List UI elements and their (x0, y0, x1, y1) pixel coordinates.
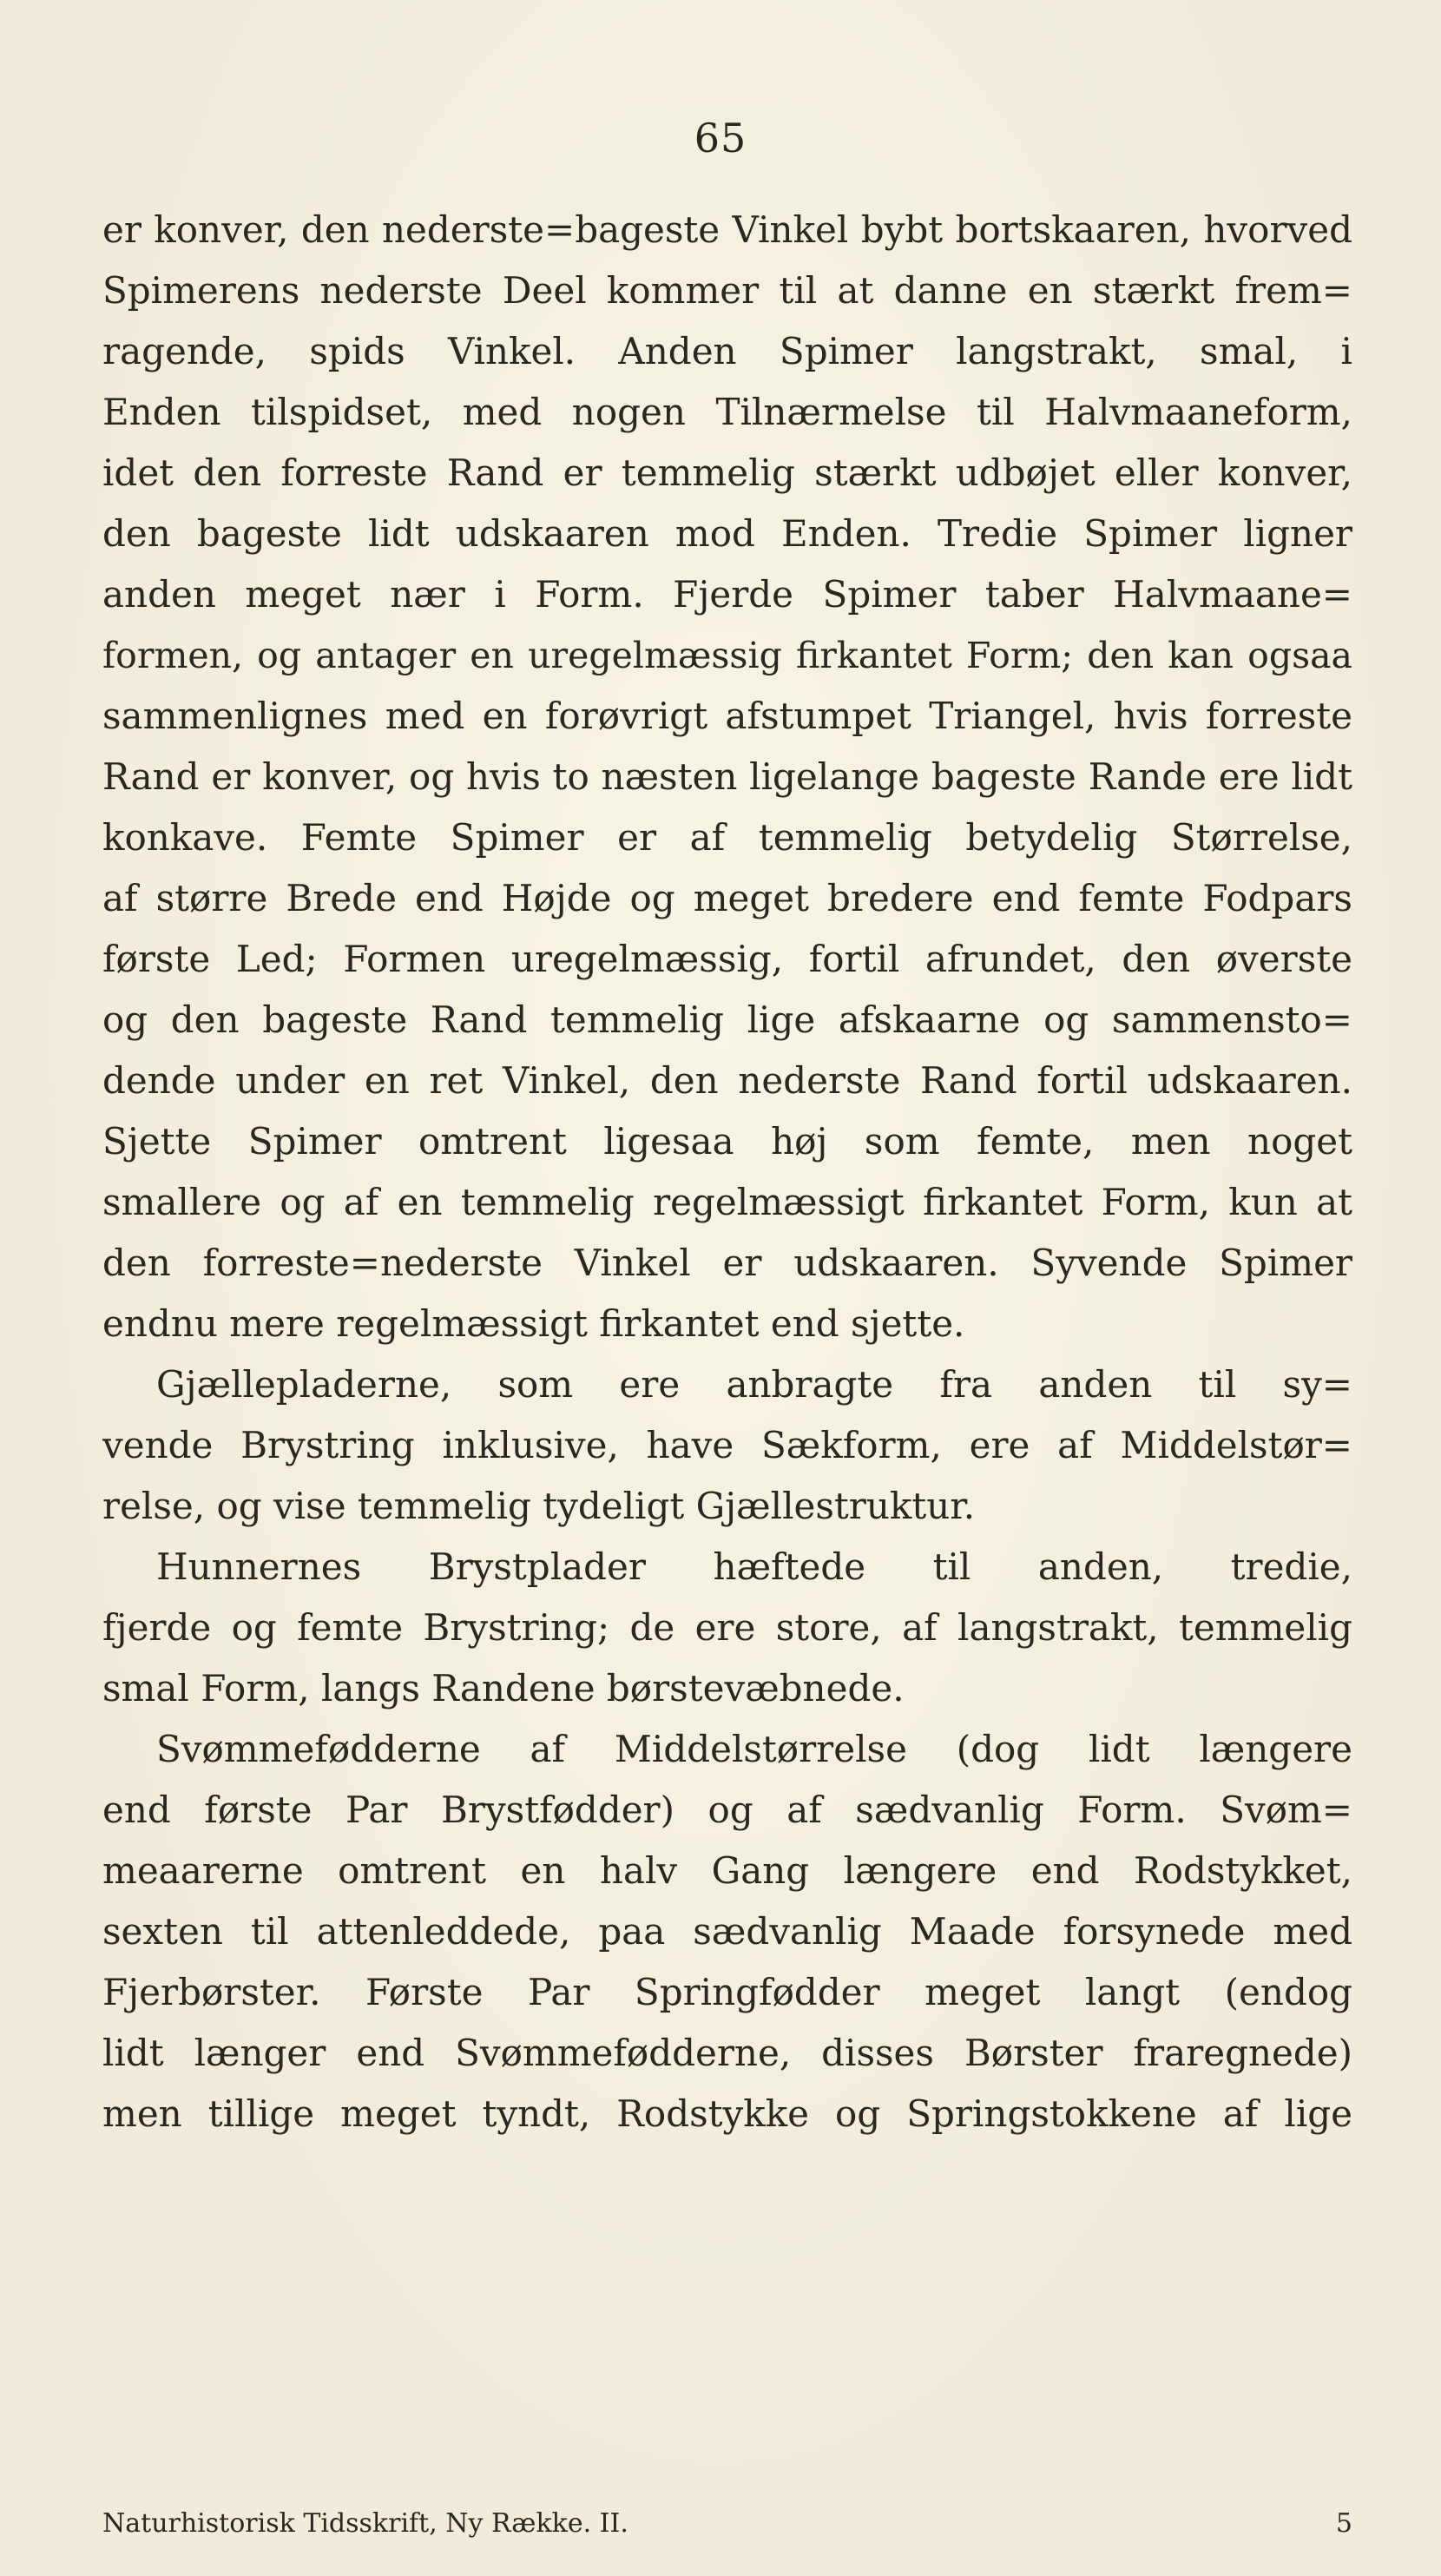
text-line: end første Par Brystfødder) og af sædvanlig Form. Svøm= (102, 1789, 1352, 1831)
text-line: sexten til attenleddede, paa sædvanlig Maade forsynede med (102, 1910, 1352, 1953)
text-line: Rand er konver, og hvis to næsten ligelange bageste Rande ere lidt (102, 755, 1352, 798)
body-text (102, 200, 1352, 2144)
text-line: anden meget nær i Form. Fjerde Spimer taber Halvmaane= (102, 573, 1352, 616)
text-line: endnu mere regelmæssigt firkantet end sjette. (102, 1302, 965, 1345)
text-line: er konver, den nederste=bageste Vinkel bybt bortskaaren, hvorved (102, 208, 1352, 251)
page-footer (102, 2502, 1352, 2546)
text-line: Spimerens nederste Deel kommer til at danne en stærkt frem= (102, 269, 1352, 312)
page-number: 65 (694, 115, 747, 161)
text-line: relse, og vise temmelig tydeligt Gjællestruktur. (102, 1485, 976, 1527)
sheet-signature-number: 5 (1335, 2508, 1352, 2539)
text-line: Hunnernes Brystplader hæftede til anden, tredie, (156, 1545, 1352, 1588)
text-line: ragende, spids Vinkel. Anden Spimer langstrakt, smal, i (102, 330, 1352, 372)
text-line: lidt længer end Svømmefødderne, disses Børster fraregnede) (102, 2032, 1352, 2074)
text-line: formen, og antager en uregelmæssig firkantet Form; den kan ogsaa (102, 635, 1352, 676)
text-line: idet den forreste Rand er temmelig stærkt udbøjet eller konver, (102, 451, 1352, 494)
text-line: sammenlignes med en forøvrigt afstumpet Triangel, hvis forreste (102, 695, 1352, 737)
text-line: Fjerbørster. Første Par Springfødder meget langt (endog (102, 1971, 1352, 2013)
text-line: Enden tilspidset, med nogen Tilnærmelse til Halvmaaneform, (102, 391, 1352, 433)
text-line: og den bageste Rand temmelig lige afskaarne og sammensto= (102, 998, 1352, 1041)
text-line: vende Brystring inklusive, have Sækform, ere af Middelstør= (102, 1424, 1352, 1466)
text-line: dende under en ret Vinkel, den nederste Rand fortil udskaaren. (102, 1059, 1352, 1102)
text-line: meaarerne omtrent en halv Gang længere end Rodstykket, (102, 1849, 1352, 1892)
text-line: den bageste lidt udskaaren mod Enden. Tredie Spimer ligner (102, 512, 1352, 555)
text-line: Sjette Spimer omtrent ligesaa høj som femte, men noget (102, 1120, 1352, 1163)
text-line: Gjællepladerne, som ere anbragte fra anden til sy= (156, 1363, 1352, 1406)
text-line: Svømmefødderne af Middelstørrelse (dog lidt længere (156, 1728, 1352, 1770)
journal-signature: Naturhistorisk Tidsskrift, Ny Række. II. (102, 2508, 628, 2539)
text-line: fjerde og femte Brystring; de ere store, af langstrakt, temmelig (102, 1606, 1352, 1649)
text-line: den forreste=nederste Vinkel er udskaaren. Syvende Spimer (102, 1242, 1352, 1284)
text-line: smallere og af en temmelig regelmæssigt firkantet Form, kun at (102, 1181, 1352, 1223)
text-line: konkave. Femte Spimer er af temmelig betydelig Størrelse, (102, 816, 1352, 859)
text-line: af større Brede end Højde og meget bredere end femte Fodpars (102, 877, 1352, 919)
text-line: første Led; Formen uregelmæssig, fortil afrundet, den øverste (102, 938, 1352, 980)
text-line: men tillige meget tyndt, Rodstykke og Springstokkene af lige (102, 2092, 1352, 2135)
text-line: smal Form, langs Randene børstevæbnede. (102, 1667, 905, 1710)
